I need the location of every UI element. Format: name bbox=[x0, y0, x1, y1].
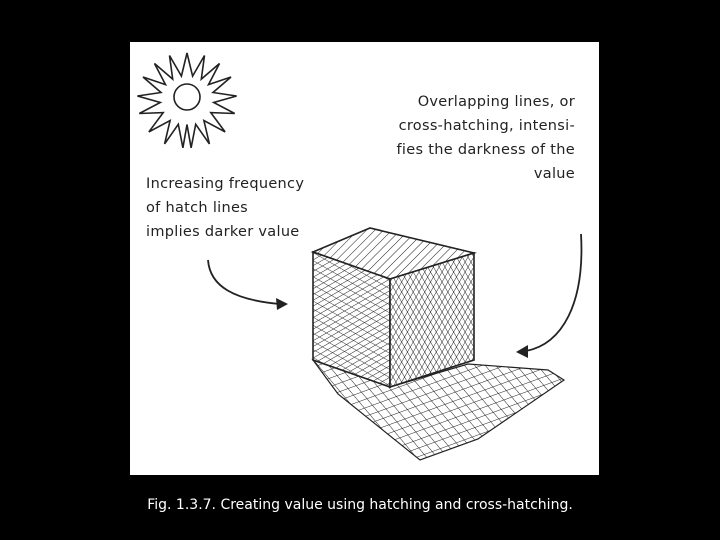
curved-arrow-left bbox=[208, 260, 288, 310]
figure-caption: Fig. 1.3.7. Creating value using hatching and cross-hatching. bbox=[147, 497, 573, 513]
curved-arrow-right bbox=[516, 234, 581, 358]
hatch-frequency-note: Increasing frequency of hatch lines implies darker value bbox=[146, 176, 305, 240]
hatched-cube bbox=[313, 228, 474, 387]
sun-icon bbox=[137, 53, 236, 148]
cross-hatching-note: Overlapping lines, or cross-hatching, intensi- fies the darkness of the value bbox=[396, 94, 575, 182]
figure-panel bbox=[130, 42, 599, 475]
cast-shadow bbox=[313, 360, 564, 460]
